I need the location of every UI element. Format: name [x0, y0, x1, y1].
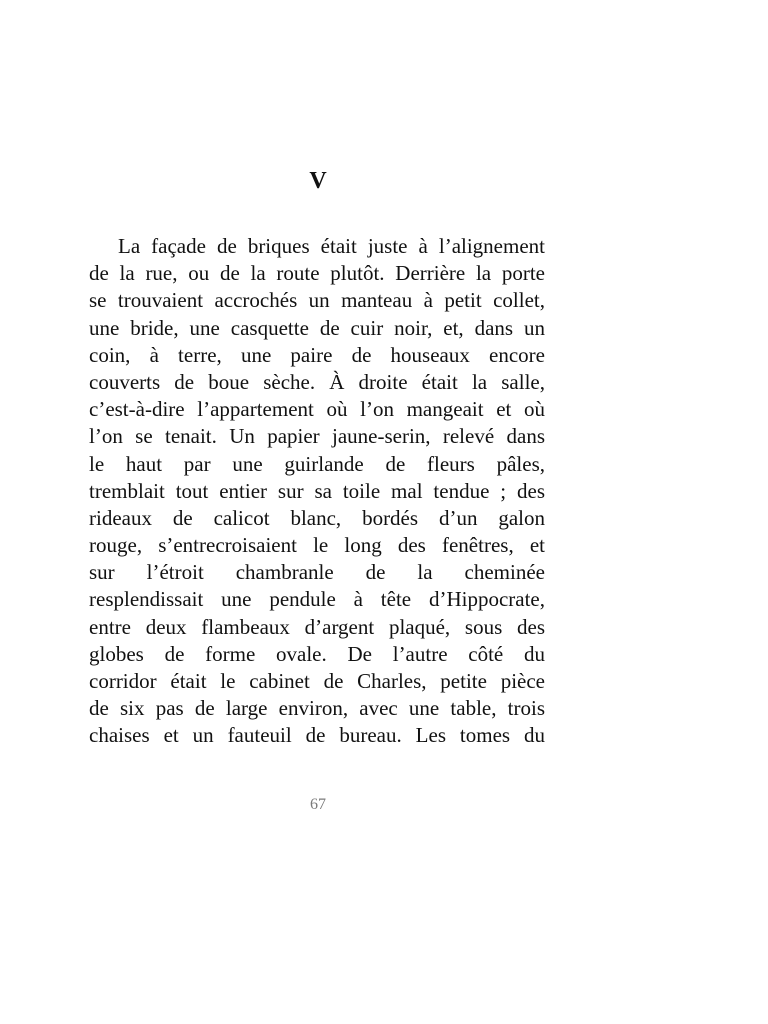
- text-line: de six pas de large environ, avec une table, trois: [89, 696, 545, 721]
- text-line: corridor était le cabinet de Charles, petite pièce: [89, 669, 545, 693]
- text-line: rideaux de calicot blanc, bordés d’un galon: [89, 505, 545, 530]
- text-line: c’est-à-dire l’appartement où l’on mangeait et où: [89, 397, 545, 422]
- body-paragraph: [89, 233, 545, 750]
- text-line: l’on se tenait. Un papier jaune-serin, relevé dans: [89, 424, 545, 449]
- text-line: La façade de briques était juste à l’alignement: [118, 234, 545, 258]
- text-line: le haut par une guirlande de fleurs pâles,: [89, 451, 545, 476]
- text-line: rouge, s’entrecroisaient le long des fenêtres, et: [89, 533, 545, 558]
- chapter-heading: V: [309, 168, 327, 194]
- text-line: coin, à terre, une paire de houseaux encore: [89, 342, 545, 367]
- page-number: 67: [310, 796, 326, 813]
- text-line: se trouvaient accrochés un manteau à petit collet,: [89, 288, 545, 313]
- text-line: entre deux flambeaux d’argent plaqué, sous des: [89, 614, 545, 639]
- text-line: sur l’étroit chambranle de la cheminée: [89, 560, 545, 585]
- text-line: tremblait tout entier sur sa toile mal tendue ; des: [89, 478, 545, 503]
- text-line: resplendissait une pendule à tête d’Hippocrate,: [89, 587, 545, 612]
- text-line: globes de forme ovale. De l’autre côté du: [89, 641, 545, 666]
- text-line: de la rue, ou de la route plutôt. Derrière la porte: [89, 261, 545, 286]
- text-line: une bride, une casquette de cuir noir, et, dans un: [89, 315, 545, 340]
- text-line: couverts de boue sèche. À droite était la salle,: [89, 369, 545, 394]
- text-line: chaises et un fauteuil de bureau. Les tomes du: [89, 723, 545, 748]
